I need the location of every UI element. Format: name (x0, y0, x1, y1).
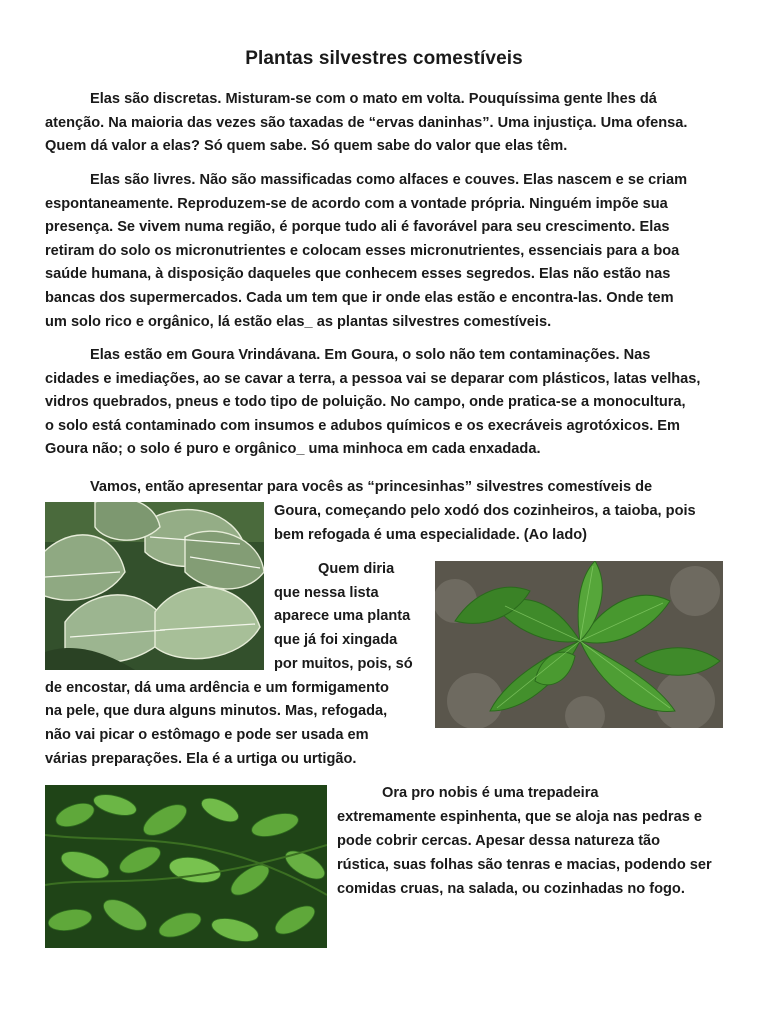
paragraph-urtiga-line: várias preparações. Ela é a urtiga ou urtigão. (45, 751, 357, 767)
paragraph-princesinhas-wrap-line: Goura, começando pelo xodó dos cozinheiros, a taioba, pois (274, 503, 696, 519)
document-title: Plantas silvestres comestíveis (245, 48, 523, 69)
paragraph-urtiga-line: que já foi xingada (274, 632, 398, 648)
text-line: o solo está contaminado com insumos e adubos químicos e os execráveis agrotóxicos. Em (45, 417, 681, 434)
urtiga-plant-image (435, 561, 723, 728)
text-line: Elas são discretas. Misturam-se com o mato em volta. Pouquíssima gente lhes dá (90, 91, 657, 107)
text-line: Quem dá valor a elas? Só quem sabe. Só quem sabe do valor que elas têm. (45, 138, 568, 155)
paragraph-livres (45, 169, 725, 334)
text-line: bancas dos supermercados. Cada um tem que ir onde elas estão e encontra-las. Onde tem (45, 289, 674, 306)
paragraph-urtiga-line: de encostar, dá uma ardência e um formigamento (45, 680, 389, 696)
text-line: espontaneamente. Reproduzem-se de acordo com a vontade própria. Ninguém impõe sua (45, 195, 668, 212)
taioba-photo (45, 502, 264, 670)
paragraph-ora-pro-nobis-line: rústica, suas folhas são tenras e macias, podendo ser (337, 857, 712, 873)
ora-pro-nobis-photo (45, 785, 327, 948)
text-line: atenção. Na maioria das vezes são taxadas de “ervas daninhas”. Uma injustiça. Uma ofensa. (45, 114, 688, 131)
text-line: Goura não; o solo é puro e orgânico_ uma minhoca em cada enxadada. (45, 441, 541, 458)
paragraph-ora-pro-nobis-line: pode cobrir cercas. Apesar dessa natureza tão (337, 833, 661, 849)
paragraph-urtiga-line: aparece uma planta (274, 608, 411, 624)
paragraph-urtiga-line: que nessa lista (274, 585, 379, 601)
text-line: cidades e imediações, ao se cavar a terra, a pessoa vai se deparar com plásticos, latas velhas, (45, 370, 701, 387)
paragraph-princesinhas-wrap-line: bem refogada é uma especialidade. (Ao lado) (274, 527, 588, 543)
text-line: presença. Se vivem numa região, é porque tudo ali é favorável para seu crescimento. Elas (45, 219, 670, 236)
text-line: Elas estão em Goura Vrindávana. Em Goura, o solo não tem contaminações. Nas (90, 347, 651, 363)
text-line: um solo rico e orgânico, lá estão elas_ as plantas silvestres comestíveis. (45, 313, 552, 330)
text-line: saúde humana, à disposição daqueles que conhecem esses segredos. Elas não estão nas (45, 266, 671, 283)
ora-pro-nobis-vine-image (45, 785, 327, 948)
taioba-leaves-image (45, 502, 264, 670)
paragraph-urtiga-line: Quem diria (318, 561, 395, 577)
paragraph-princesinhas-first-line (45, 476, 725, 500)
paragraph-ora-pro-nobis-line: Ora pro nobis é uma trepadeira (382, 785, 599, 801)
urtiga-photo (435, 561, 723, 728)
paragraph-intro (45, 88, 725, 159)
paragraph-urtiga-line: não vai picar o estômago e pode ser usada em (45, 727, 369, 743)
text-line: Elas são livres. Não são massificadas como alfaces e couves. Elas nascem e se criam (90, 172, 688, 188)
text-line: Vamos, então apresentar para vocês as “princesinhas” silvestres comestíveis de (90, 479, 653, 495)
paragraph-urtiga-line: por muitos, pois, só (274, 656, 413, 672)
text-line: retiram do solo os micronutrientes e colocam esses micronutrientes, essenciais para a boa (45, 242, 680, 259)
paragraph-ora-pro-nobis-line: extremamente espinhenta, que se aloja nas pedras e (337, 809, 702, 825)
paragraph-goura (45, 344, 725, 462)
paragraph-urtiga-line: na pele, que dura alguns minutos. Mas, refogada, (45, 703, 388, 719)
paragraph-ora-pro-nobis-line: comidas cruas, na salada, ou cozinhadas no fogo. (337, 881, 685, 897)
text-line: vidros quebrados, pneus e todo tipo de poluição. No campo, onde pratica-se a monocultura, (45, 394, 686, 411)
